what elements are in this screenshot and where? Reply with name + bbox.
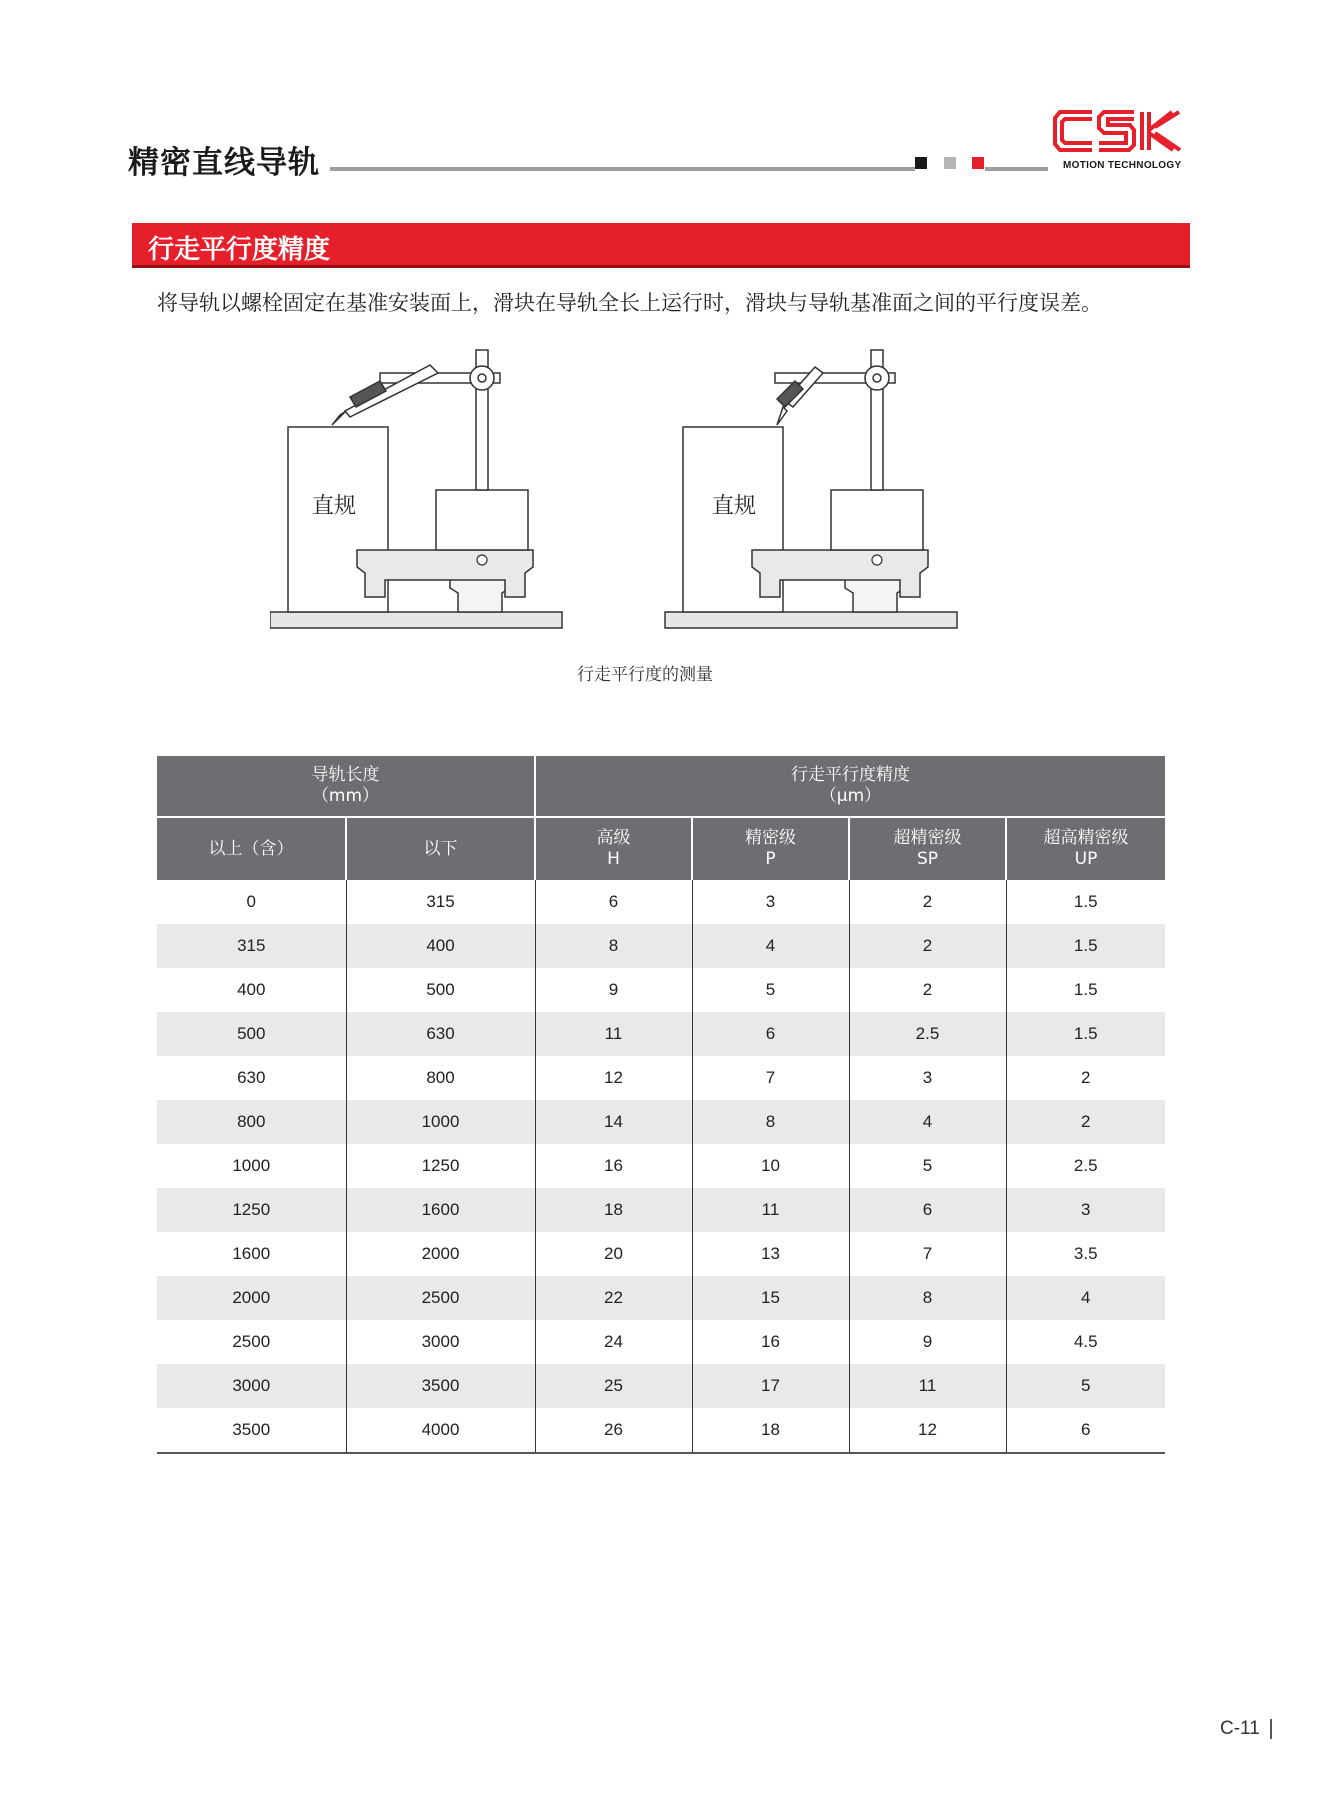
table-cell: 1.5 <box>1006 968 1165 1012</box>
table-cell: 26 <box>535 1408 692 1453</box>
table-cell: 12 <box>535 1056 692 1100</box>
ruler-label-right: 直规 <box>712 494 757 519</box>
table-cell: 400 <box>346 924 535 968</box>
table-cell: 2500 <box>346 1276 535 1320</box>
table-cell: 1600 <box>232 1244 271 1263</box>
header-parallelism-accuracy: 行走平行度精度 （μm） <box>535 756 1165 817</box>
table-cell: 2 <box>1006 1056 1165 1100</box>
decor-square-black <box>915 157 927 169</box>
table-cell: 6 <box>1006 1408 1165 1453</box>
logo-subtitle: MOTION TECHNOLOGY <box>1063 160 1182 171</box>
table-cell: 4000 <box>346 1408 535 1453</box>
section-title: 行走平行度精度 <box>148 235 331 265</box>
page-title: 精密直线导轨 <box>128 145 320 181</box>
table-cell: 16 <box>535 1144 692 1188</box>
title-rule <box>330 167 915 171</box>
table-cell: 1600 <box>346 1188 535 1232</box>
table-cell: 0 <box>246 892 256 911</box>
table-cell: 1000 <box>346 1100 535 1144</box>
table-cell: 11 <box>692 1188 849 1232</box>
table-cell: 5 <box>849 1144 1006 1188</box>
table-cell: 2 <box>1006 1100 1165 1144</box>
table-cell: 20 <box>535 1232 692 1276</box>
table-cell: 2 <box>849 968 1006 1012</box>
table-cell: 500 <box>157 1012 346 1056</box>
table-cell: 9 <box>849 1320 1006 1364</box>
table-cell: 5 <box>1006 1364 1165 1408</box>
table-row <box>157 924 1165 968</box>
table-cell: 13 <box>692 1232 849 1276</box>
table-cell: 3500 <box>346 1364 535 1408</box>
table-cell: 25 <box>535 1364 692 1408</box>
header-above: 以上（含） <box>157 817 346 880</box>
table-cell: 11 <box>535 1012 692 1056</box>
table-cell: 6 <box>849 1188 1006 1232</box>
ruler-label-left: 直规 <box>312 494 357 519</box>
table-cell: 3000 <box>346 1320 535 1364</box>
title-rule-tail <box>985 167 1048 171</box>
header-grade-h: 高级 H <box>535 817 692 880</box>
table-cell: 2.5 <box>1006 1144 1165 1188</box>
table-row <box>157 1232 1165 1276</box>
table-cell: 16 <box>692 1320 849 1364</box>
table-cell: 630 <box>346 1012 535 1056</box>
table-cell: 1.5 <box>1006 880 1165 924</box>
table-cell: 630 <box>237 1068 266 1087</box>
section-description: 将导轨以螺栓固定在基准安装面上，滑块在导轨全长上运行时，滑块与导轨基准面之间的平行度误差。 <box>157 291 1102 315</box>
table-cell: 3 <box>849 1056 1006 1100</box>
table-row <box>157 1012 1165 1056</box>
table-row <box>157 1188 1165 1232</box>
header-grade-up: 超高精密级 UP <box>1006 817 1165 880</box>
table-cell: 8 <box>535 924 692 968</box>
table-cell: 315 <box>346 880 535 924</box>
table-cell: 1000 <box>232 1156 271 1175</box>
parallelism-table <box>157 756 1165 1454</box>
table-cell: 4 <box>692 924 849 968</box>
table-row <box>157 1056 1165 1100</box>
table-cell: 4 <box>849 1100 1006 1144</box>
table-cell: 2500 <box>232 1332 271 1351</box>
table-cell: 10 <box>692 1144 849 1188</box>
table-row <box>157 1408 1165 1453</box>
table-cell: 4 <box>1006 1276 1165 1320</box>
table-cell: 6 <box>535 880 692 924</box>
figure-caption: 行走平行度的测量 <box>577 665 713 685</box>
table-row <box>157 880 1165 924</box>
table-cell: 1250 <box>157 1188 346 1232</box>
header-below: 以下 <box>346 817 535 880</box>
table-cell: 3 <box>692 880 849 924</box>
table-row <box>157 1320 1165 1364</box>
table-cell: 17 <box>692 1364 849 1408</box>
measurement-diagram <box>270 345 1040 635</box>
table-cell: 14 <box>535 1100 692 1144</box>
decor-square-gray <box>944 157 956 169</box>
table-cell: 400 <box>237 980 266 999</box>
header-grade-p: 精密级 P <box>692 817 849 880</box>
table-cell: 1250 <box>346 1144 535 1188</box>
table-cell: 1.5 <box>1006 1012 1165 1056</box>
table-cell: 7 <box>849 1232 1006 1276</box>
table-row <box>157 1364 1165 1408</box>
table-cell: 3 <box>1006 1188 1165 1232</box>
table-cell: 11 <box>849 1364 1006 1408</box>
table-cell: 18 <box>692 1408 849 1453</box>
table-row <box>157 1276 1165 1320</box>
table-cell: 3500 <box>157 1408 346 1453</box>
table-cell: 24 <box>535 1320 692 1364</box>
table-cell: 1.5 <box>1006 924 1165 968</box>
table-cell: 22 <box>535 1276 692 1320</box>
table-cell: 800 <box>346 1056 535 1100</box>
table-cell: 12 <box>849 1408 1006 1453</box>
table-cell: 500 <box>346 968 535 1012</box>
page-number-tick <box>1270 1719 1272 1739</box>
table-cell: 18 <box>535 1188 692 1232</box>
table-cell: 3.5 <box>1006 1232 1165 1276</box>
table-cell: 8 <box>692 1100 849 1144</box>
table-cell: 4.5 <box>1006 1320 1165 1364</box>
decor-square-red <box>972 157 984 169</box>
table-cell: 9 <box>535 968 692 1012</box>
table-row <box>157 1100 1165 1144</box>
table-cell: 2 <box>849 924 1006 968</box>
table-cell: 2 <box>849 880 1006 924</box>
header-grade-sp: 超精密级 SP <box>849 817 1006 880</box>
parallelism-table-wrap <box>157 756 1165 1454</box>
table-cell: 800 <box>157 1100 346 1144</box>
table-cell: 2000 <box>346 1232 535 1276</box>
table-cell: 7 <box>692 1056 849 1100</box>
table-row <box>157 968 1165 1012</box>
table-body <box>157 880 1165 1453</box>
table-cell: 5 <box>692 968 849 1012</box>
table-cell: 3000 <box>157 1364 346 1408</box>
table-cell: 2000 <box>157 1276 346 1320</box>
table-cell: 8 <box>849 1276 1006 1320</box>
table-cell: 6 <box>692 1012 849 1056</box>
table-cell: 315 <box>157 924 346 968</box>
table-cell: 2.5 <box>849 1012 1006 1056</box>
table-row <box>157 1144 1165 1188</box>
page-number: C-11 <box>1220 1718 1260 1739</box>
table-cell: 15 <box>692 1276 849 1320</box>
header-rail-length: 导轨长度 （mm） <box>157 756 535 817</box>
